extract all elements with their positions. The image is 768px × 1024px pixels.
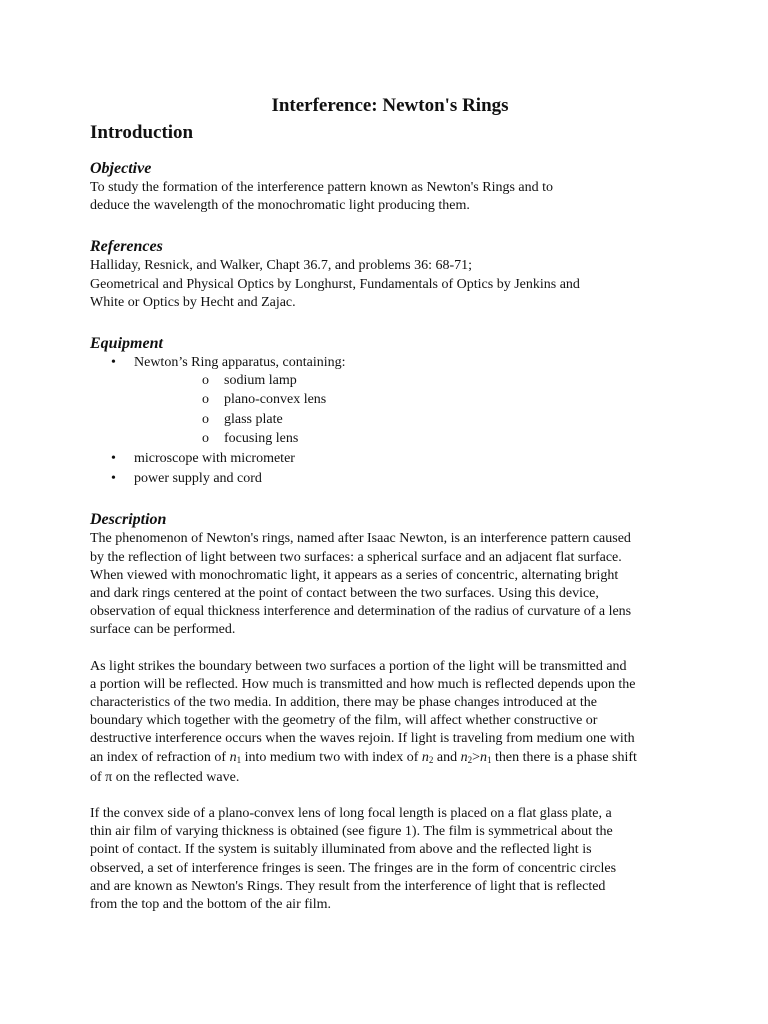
text-line: surface can be performed. — [90, 622, 236, 638]
bullet-icon: • — [111, 355, 116, 371]
sub-list-item — [134, 372, 690, 390]
text-line: and are known as Newton's Rings. They result from the interference of light that is reflected — [90, 878, 606, 894]
sub-list-item-label: focusing lens — [224, 430, 299, 446]
list-item-label: power supply and cord — [134, 471, 262, 487]
list-item — [90, 470, 690, 488]
references-text — [90, 257, 690, 312]
subscript-1: 1 — [236, 754, 242, 765]
greater-than: > — [472, 749, 481, 765]
text-line: White or Optics by Hecht and Zajac. — [90, 294, 296, 310]
text-line: from the top and the bottom of the air film. — [90, 897, 332, 913]
text-line: boundary which together with the geometry of the film, will affect whether constructive or — [90, 713, 598, 729]
text-line: As light strikes the boundary between two surfaces a portion of the light will be transmitted and — [90, 658, 627, 674]
references-heading: References — [90, 238, 163, 256]
text-line: Geometrical and Physical Optics by Longhurst, Fundamentals of Optics by Jenkins and — [90, 276, 580, 292]
list-item — [90, 450, 690, 468]
text-line: and dark rings centered at the point of contact between the two surfaces. Using this device, — [90, 586, 599, 602]
text-line: When viewed with monochromatic light, it appears as a series of concentric, alternating bright — [90, 567, 619, 583]
page-title: Interference: Newton's Rings — [271, 95, 509, 116]
sub-list-item-label: sodium lamp — [224, 373, 297, 389]
list-item — [90, 354, 690, 448]
bullet-icon: • — [111, 451, 116, 467]
text-line: The phenomenon of Newton's rings, named after Isaac Newton, is an interference pattern caused — [90, 531, 631, 547]
text-line: observed, a set of interference fringes is seen. The fringes are in the form of concentric circles — [90, 860, 617, 876]
subscript-2: 2 — [428, 754, 434, 765]
sub-list-item — [134, 430, 690, 448]
sub-list-item — [134, 391, 690, 409]
text-line: deduce the wavelength of the monochromatic light producing them. — [90, 198, 470, 214]
list-item-label: microscope with micrometer — [134, 451, 295, 467]
symbol-n: n — [480, 749, 488, 765]
text-line: a portion will be reflected. How much is transmitted and how much is reflected depends upon the — [90, 676, 636, 692]
sub-bullet-icon: o — [202, 373, 209, 389]
intro-heading: Introduction — [90, 122, 194, 143]
text-line: To study the formation of the interference pattern known as Newton's Rings and to — [90, 180, 554, 195]
subscript-1: 1 — [487, 754, 492, 765]
description-paragraph-2 — [90, 658, 690, 787]
sub-bullet-icon: o — [202, 411, 209, 427]
equipment-sublist — [134, 372, 690, 448]
equipment-list — [90, 354, 690, 488]
text-line: thin air film of varying thickness is obtained (see figure 1). The film is symmetrical about the — [90, 824, 613, 840]
text-line: destructive interference occurs when the waves rejoin. If light is traveling from medium one with — [90, 731, 635, 747]
symbol-n: n — [421, 749, 429, 765]
sub-bullet-icon: o — [202, 430, 209, 446]
subscript-2: 2 — [467, 754, 473, 765]
document-content — [90, 94, 690, 914]
text-line: point of contact. If the system is suitably illuminated from above and the reflected light is — [90, 842, 592, 858]
sub-bullet-icon: o — [202, 392, 209, 408]
sub-list-item-label: plano-convex lens — [224, 392, 327, 408]
text-line: If the convex side of a plano-convex lens of long focal length is placed on a flat glass plate, a — [90, 806, 612, 822]
equipment-heading: Equipment — [90, 335, 163, 353]
text-line-with-symbols: an index of refraction of n1 into medium two with index of n2 and n2>n1 then there is a phase shift — [90, 749, 637, 765]
text-line: Halliday, Resnick, and Walker, Chapt 36.7, and problems 36: 68-71; — [90, 258, 473, 274]
text-line: by the reflection of light between two surfaces: a spherical surface and an adjacent flat surface. — [90, 549, 622, 565]
bullet-icon: • — [111, 471, 116, 487]
text-line: of π on the reflected wave. — [90, 769, 240, 785]
text-line: characteristics of the two media. In addition, there may be phase changes introduced at the — [90, 695, 597, 711]
sub-list-item-label: glass plate — [224, 411, 283, 427]
symbol-n: n — [229, 749, 237, 765]
text-line: observation of equal thickness interference and determination of the radius of curvature of a lens — [90, 604, 632, 620]
description-paragraph-3 — [90, 805, 690, 914]
symbol-n: n — [460, 749, 468, 765]
list-item-label: Newton’s Ring apparatus, containing: — [134, 355, 346, 371]
sub-list-item — [134, 411, 690, 429]
objective-text — [90, 179, 690, 215]
objective-heading: Objective — [90, 160, 152, 177]
description-paragraph-1 — [90, 530, 690, 639]
description-heading: Description — [90, 511, 167, 529]
